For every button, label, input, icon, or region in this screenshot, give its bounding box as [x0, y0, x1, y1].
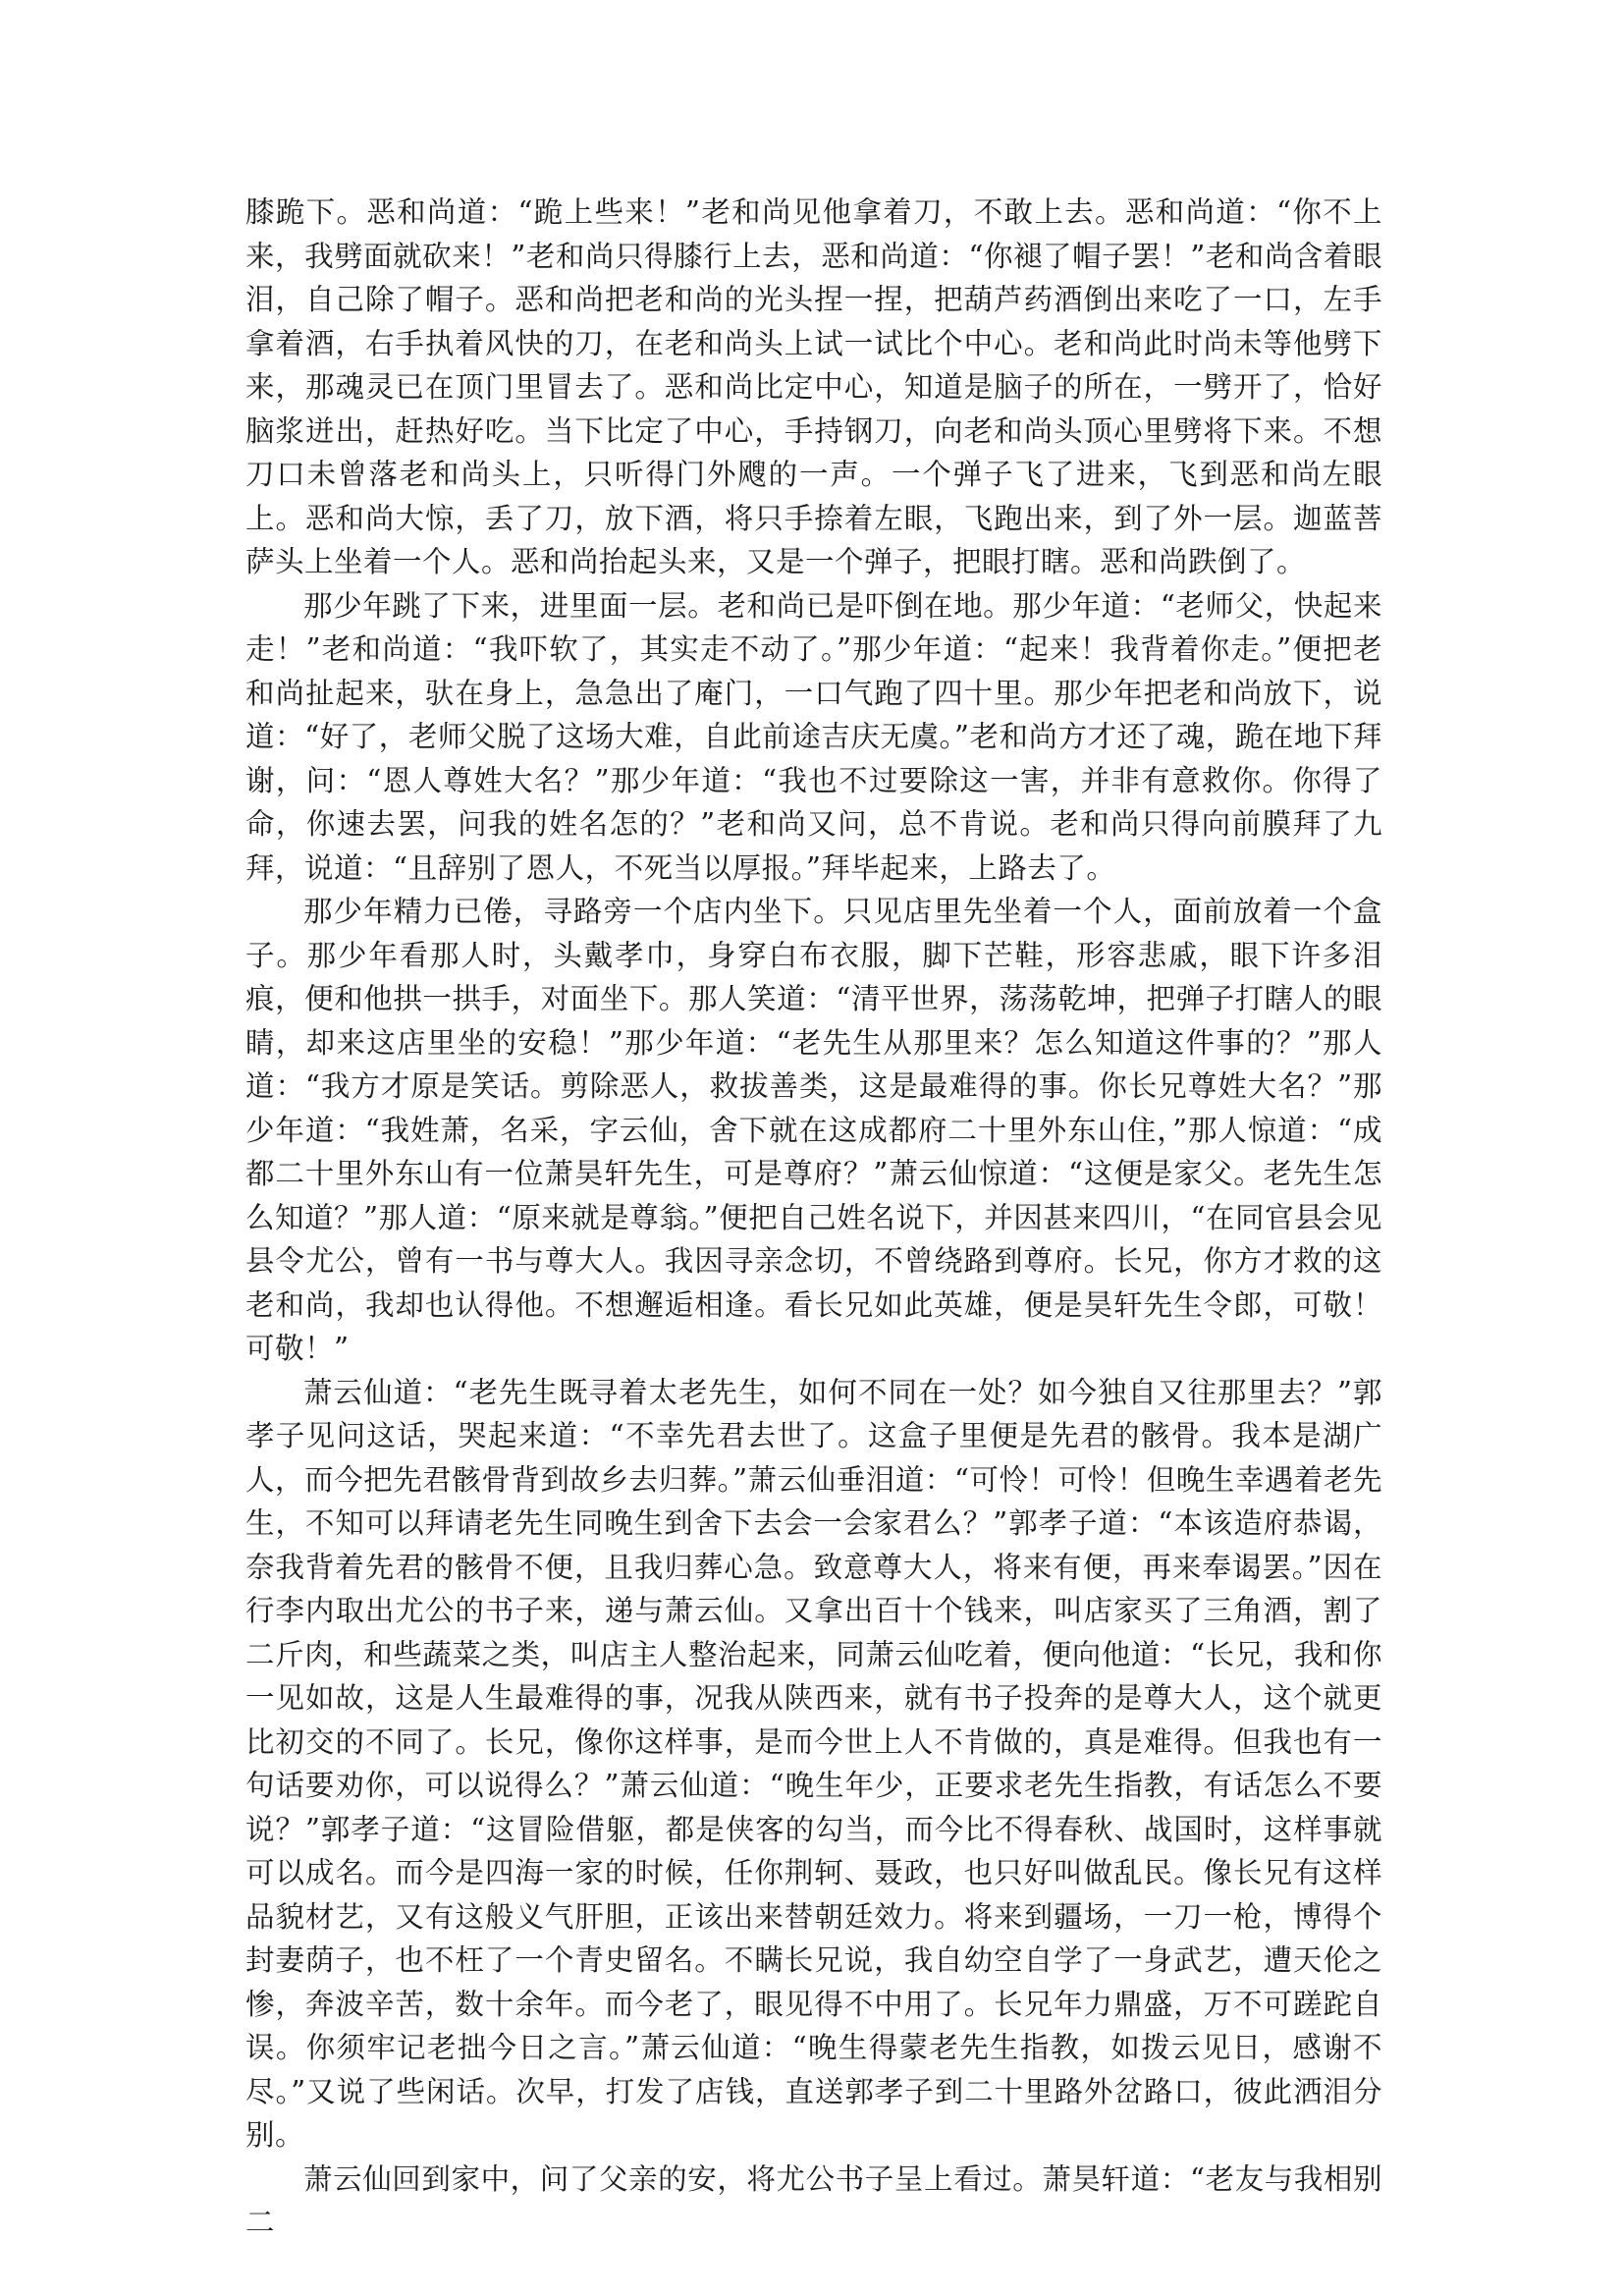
body-text	[245, 191, 1382, 2245]
paragraph-4: 萧云仙道：“老先生既寻着太老先生，如何不同在一处？如今独自又往那里去？”郭孝子见问这话，哭起来道：“不幸先君去世了。这盒子里便是先君的骸骨。我本是湖广人，而今把先君骸骨背到故乡去归葬。”萧云仙垂泪道：“可怜！可怜！但晚生幸遇着老先生，不知可以拜请老先生同晚生到舍下去会一会家君么？”郭孝子道：“本该造府恭谒，奈我背着先君的骸骨不便，且我归葬心急。致意尊大人，将来有便，再来奉谒罢。”因在行李内取出尤公的书子来，递与萧云仙。又拿出百十个钱来，叫店家买了三角酒，割了二斤肉，和些蔬菜之类，叫店主人整治起来，同萧云仙吃着，便向他道：“长兄，我和你一见如故，这是人生最难得的事，况我从陕西来，就有书子投奔的是尊大人，这个就更比初交的不同了。长兄，像你这样事，是而今世上人不肯做的，真是难得。但我也有一句话要劝你，可以说得么？”萧云仙道：“晚生年少，正要求老先生指教，有话怎么不要说？”郭孝子道：“这冒险借躯，都是侠客的勾当，而今比不得春秋、战国时，这样事就可以成名。而今是四海一家的时候，任你荆轲、聂政，也只好叫做乱民。像长兄有这样品貌材艺，又有这般义气肝胆，正该出来替朝廷效力。将来到疆场，一刀一枪，博得个封妻荫子，也不枉了一个青史留名。不瞒长兄说，我自幼空自学了一身武艺，遭天伦之惨，奔波辛苦，数十余年。而今老了，眼见得不中用了。长兄年力鼎盛，万不可蹉跎自误。你须牢记老拙今日之言。”萧云仙道：“晚生得蒙老先生指教，如拨云见日，感谢不尽。”又说了些闲话。次早，打发了店钱，直送郭孝子到二十里路外岔路口，彼此洒泪分别。	[245, 1375, 1382, 2152]
paragraph-5: 萧云仙回到家中，问了父亲的安，将尤公书子呈上看过。萧昊轩道：“老友与我相别二	[245, 2161, 1382, 2239]
paragraph-2: 那少年跳了下来，进里面一层。老和尚已是吓倒在地。那少年道：“老师父，快起来走！”老和尚道：“我吓软了，其实走不动了。”那少年道：“起来！我背着你走。”便把老和尚扯起来，驮在身上，急急出了庵门，一口气跑了四十里。那少年把老和尚放下，说道：“好了，老师父脱了这场大难，自此前途吉庆无虞。”老和尚方才还了魂，跪在地下拜谢，问：“恩人尊姓大名？”那少年道：“我也不过要除这一害，并非有意救你。你得了命，你速去罢，问我的姓名怎的？”老和尚又问，总不肯说。老和尚只得向前膜拜了九拜，说道：“且辞别了恩人，不死当以厚报。”拜毕起来，上路去了。	[245, 588, 1382, 885]
paragraph-1: 膝跪下。恶和尚道：“跪上些来！”老和尚见他拿着刀，不敢上去。恶和尚道：“你不上来，我劈面就砍来！”老和尚只得膝行上去，恶和尚道：“你褪了帽子罢！”老和尚含着眼泪，自己除了帽子。恶和尚把老和尚的光头捏一捏，把葫芦药酒倒出来吃了一口，左手拿着酒，右手执着风快的刀，在老和尚头上试一试比个中心。老和尚此时尚未等他劈下来，那魂灵已在顶门里冒去了。恶和尚比定中心，知道是脑子的所在，一劈开了，恰好脑浆迸出，赶热好吃。当下比定了中心，手持钢刀，向老和尚头顶心里劈将下来。不想刀口未曾落老和尚头上，只听得门外飕的一声。一个弹子飞了进来，飞到恶和尚左眼上。恶和尚大惊，丢了刀，放下酒，将只手捺着左眼，飞跑出来，到了外一层。迦蓝菩萨头上坐着一个人。恶和尚抬起头来，又是一个弹子，把眼打瞎。恶和尚跌倒了。	[245, 195, 1382, 578]
paragraph-3: 那少年精力已倦，寻路旁一个店内坐下。只见店里先坐着一个人，面前放着一个盒子。那少年看那人时，头戴孝巾，身穿白布衣服，脚下芒鞋，形容悲戚，眼下许多泪痕，便和他拱一拱手，对面坐下。那人笑道：“清平世界，荡荡乾坤，把弹子打瞎人的眼睛，却来这店里坐的安稳！”那少年道：“老先生从那里来？怎么知道这件事的？”那人道：“我方才原是笑话。剪除恶人，救拔善类，这是最难得的事。你长兄尊姓大名？”那少年道：“我姓萧，名采，字云仙，舍下就在这成都府二十里外东山住，”那人惊道：“成都二十里外东山有一位萧昊轩先生，可是尊府？”萧云仙惊道：“这便是家父。老先生怎么知道？”那人道：“原来就是尊翁。”便把自己姓名说下，并因甚来四川，“在同官县会见县令尤公，曾有一书与尊大人。我因寻亲念切，不曾绕路到尊府。长兄，你方才救的这老和尚，我却也认得他。不想邂逅相逢。看长兄如此英雄，便是昊轩先生令郎，可敬！可敬！”	[245, 895, 1382, 1365]
